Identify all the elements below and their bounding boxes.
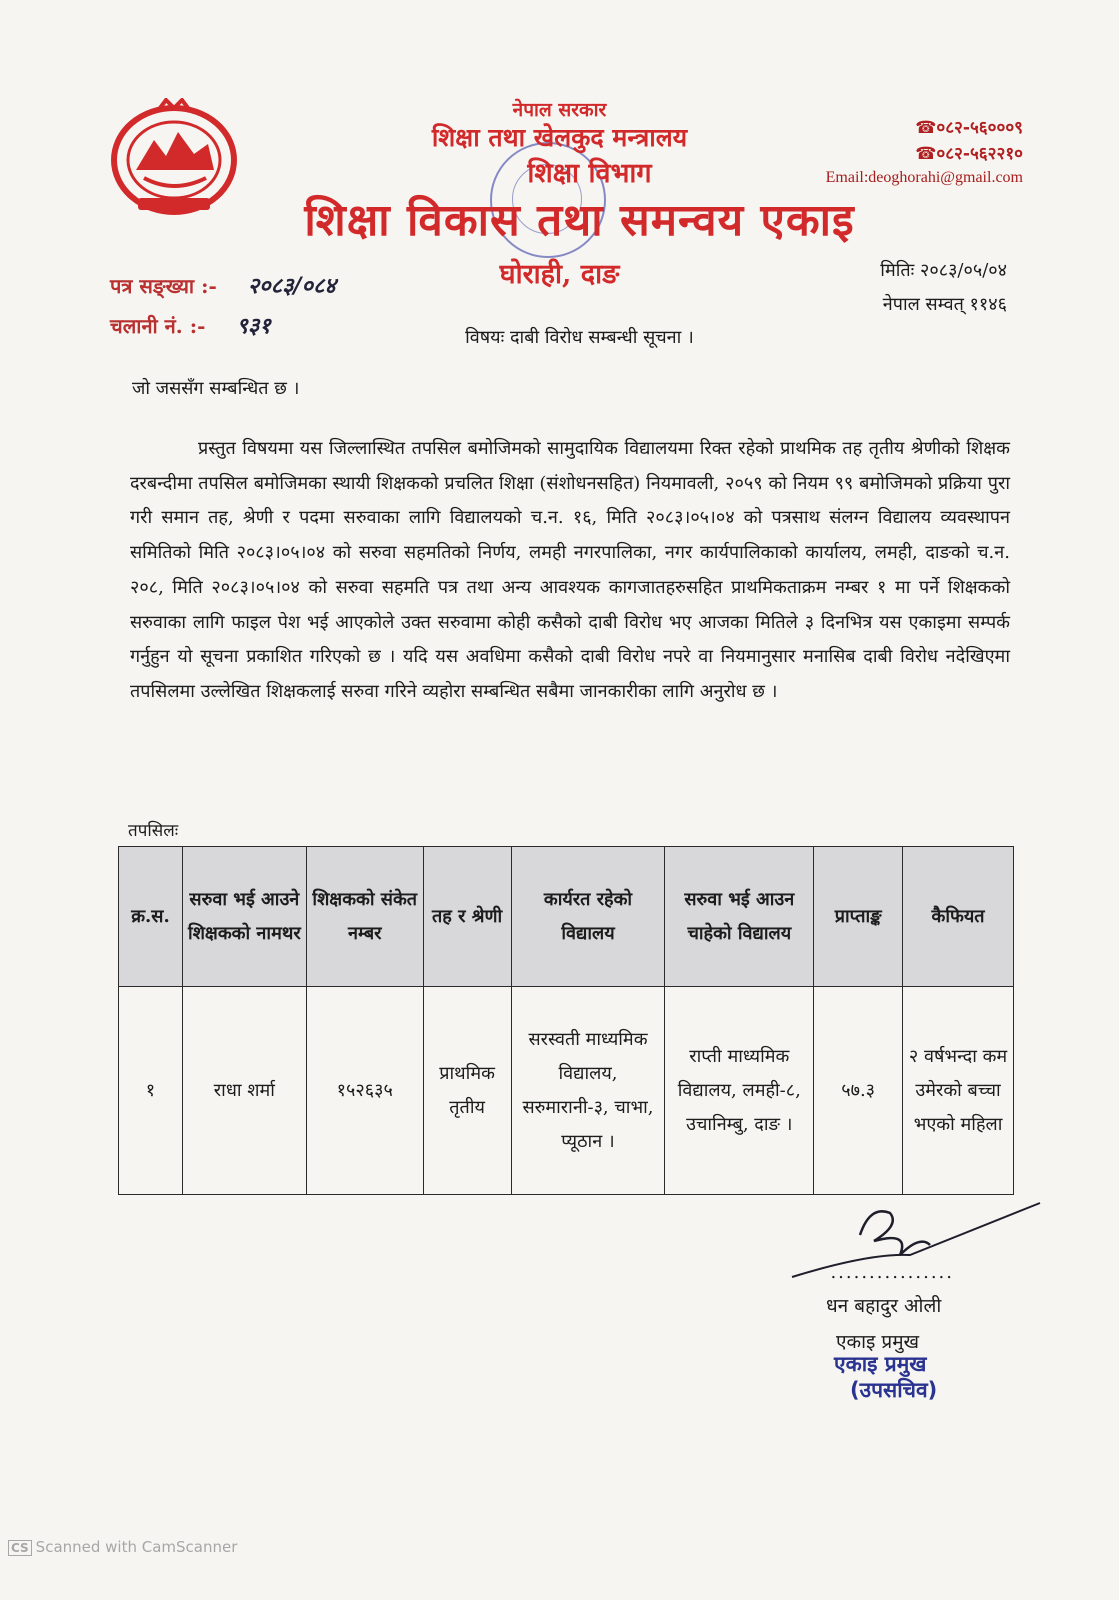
nepal-samvat-line: नेपाल सम्वत् ११४६ xyxy=(882,294,1007,315)
cell-teacher-name: राधा शर्मा xyxy=(182,987,306,1195)
header-remarks: कैफियत xyxy=(903,847,1014,987)
signature-line: ................ xyxy=(830,1262,954,1283)
date-line: मितिः २०८३/०५/०४ xyxy=(880,260,1007,281)
salutation: जो जससँग सम्बन्धित छ । xyxy=(132,378,300,399)
cell-sn: १ xyxy=(119,987,183,1195)
stamp-subtitle: (उपसचिव) xyxy=(850,1378,938,1402)
camscanner-badge: CS xyxy=(8,1540,32,1556)
header-teacher-name: सरुवा भई आउने शिक्षकको नामथर xyxy=(182,847,306,987)
notice-body: प्रस्तुत विषयमा यस जिल्लास्थित तपसिल बमोजिमको सामुदायिक विद्यालयमा रिक्त रहेको प्राथमिक तह तृतीय श्रेणीको शिक्षक दरबन्दीमा तपसिल बमोजिमका स्थायी शिक्षकको प्रचलित शिक्षा (संशोधनसहित) नियमावली, २०५९ को नियम ९९ बमोजिमको प्रक्रिया पुरा गरी समान तह, श्रेणी र पदमा सरुवाका लागि विद्यालयको च.न. १६, मिति २०८३।०५।०४ को पत्रसाथ संलग्न विद्यालय व्यवस्थापन समितिको मिति २०८३।०५।०४ को सरुवा सहमतिको निर्णय, लमही नगरपालिका, नगर कार्यपालिकाको कार्यालय, लमही, दाङको च.न. २०८, मिति २०८३।०५।०४ को सरुवा सहमति पत्र तथा अन्य आवश्यक कागजातहरुसहित प्राथमिकताक्रम नम्बर १ मा पर्ने शिक्षकको सरुवाका लागि फाइल पेश भई आएकोले उक्त सरुवामा कोही कसैको दाबी विरोध भए आजका मितिले ३ दिनभित्र यस एकाइमा सम्पर्क गर्नुहुन यो सूचना प्रकाशित गरिएको छ । यदि यस अवधिमा कसैको दाबी विरोध नपरे वा नियमानुसार मनासिब दाबी विरोध नदेखिएमा तपसिलमा उल्लेखित शिक्षकलाई सरुवा गरिने व्यहोरा सम्बन्धित सबैमा जानकारीका लागि अनुरोध छ । xyxy=(130,438,1010,702)
header-sn: क्र.स. xyxy=(119,847,183,987)
email-address: Email:deoghorahi@gmail.com xyxy=(825,169,1023,186)
header-teacher-code: शिक्षकको संकेत नम्बर xyxy=(306,847,423,987)
gov-name: नेपाल सरकार xyxy=(512,99,607,121)
cell-score: ५७.३ xyxy=(814,987,903,1195)
header-score: प्राप्ताङ्क xyxy=(814,847,903,987)
unit-name: शिक्षा विकास तथा समन्वय एकाइ xyxy=(304,195,855,246)
cell-target-school: राप्ती माध्यमिक विद्यालय, लमही-८, उचानिम्बु, दाङ । xyxy=(665,987,814,1195)
patra-label: पत्र सङ्ख्या :- xyxy=(110,274,217,298)
department-name: शिक्षा विभाग xyxy=(527,158,652,189)
patra-sankhya-row xyxy=(110,270,336,300)
ministry-name: शिक्षा तथा खेलकुद मन्त्रालय xyxy=(431,123,688,152)
phone-number-2: ☎०८२-५६२२१० xyxy=(915,144,1023,164)
phone-number-1: ☎०८२-५६०००९ xyxy=(915,118,1023,138)
cell-teacher-code: १५२६३५ xyxy=(306,987,423,1195)
cell-current-school: सरस्वती माध्यमिक विद्यालय, सरुमारानी-३, चाभा, प्यूठान । xyxy=(511,987,665,1195)
header-target-school: सरुवा भई आउन चाहेको विद्यालय xyxy=(665,847,814,987)
table-header-row xyxy=(119,847,1014,987)
scanner-watermark xyxy=(8,1538,237,1556)
chalani-value: ९३१ xyxy=(236,314,271,339)
header-level: तह र श्रेणी xyxy=(423,847,511,987)
transfer-table xyxy=(118,846,1014,1195)
header-current-school: कार्यरत रहेको विद्यालय xyxy=(511,847,665,987)
stamp-title: एकाइ प्रमुख xyxy=(834,1352,927,1376)
signer-title: एकाइ प्रमुख xyxy=(836,1331,920,1353)
subject-line: विषयः दाबी विरोध सम्बन्धी सूचना । xyxy=(465,327,694,348)
table-row xyxy=(119,987,1014,1195)
tapsil-label: तपसिलः xyxy=(128,821,179,841)
cell-level: प्राथमिक तृतीय xyxy=(423,987,511,1195)
district-name: घोराही, दाङ xyxy=(499,259,620,290)
signer-name: धन बहादुर ओली xyxy=(826,1295,942,1317)
cell-remarks: २ वर्षभन्दा कम उमेरको बच्चा भएको महिला xyxy=(903,987,1014,1195)
patra-value: २०८३/०८४ xyxy=(247,274,336,299)
watermark-text: Scanned with CamScanner xyxy=(35,1538,238,1556)
chalani-label: चलानी नं. :- xyxy=(110,314,206,338)
